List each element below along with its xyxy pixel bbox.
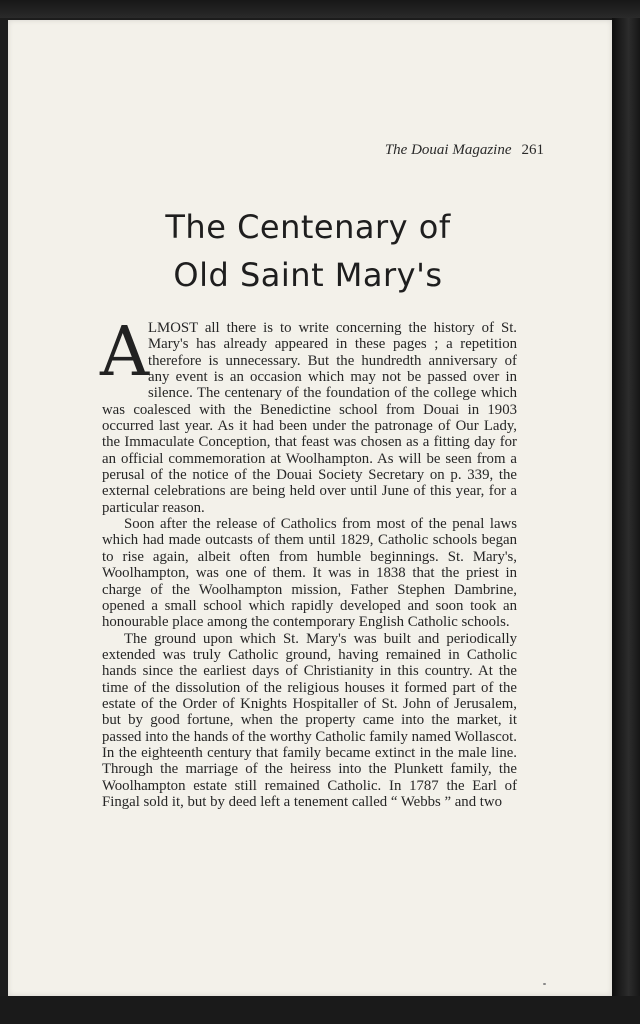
magazine-name: The Douai Magazine — [384, 142, 512, 158]
paragraph-3: The ground upon which St. Mary's was built and periodically extended was truly Catholic ground, having remained in Catholic hands since the earliest days of Christianity in this country. At the time of the dissolution of the religious houses it formed part of the estate of the Order of Knights Hospitaller of St. John of Jerusalem, but by good fortune, when the property came into the market, it passed into the hands of the worthy Catholic family named Wollascot. In the eighteenth century that family became extinct in the male line. Through the marriage of the heiress into the Plunkett family, the Woolhampton estate still remained Catholic. In 1787 the Earl of Fingal sold it, but by deed left a tenement called “ Webbs ” and two — [102, 630, 517, 810]
article-body — [100, 313, 517, 810]
paper-speck — [543, 983, 546, 985]
book-spine-edge — [612, 18, 640, 1008]
running-head — [385, 142, 544, 159]
article-title-line-2: Old Saint Mary's — [173, 256, 443, 294]
book-top-edge — [0, 0, 640, 18]
paragraph-1 — [100, 313, 517, 516]
article-title — [102, 203, 514, 299]
article-title-line-1: The Centenary of — [165, 208, 451, 246]
drop-cap: A — [100, 313, 150, 392]
page-number: 261 — [521, 142, 544, 158]
book-bottom-edge — [0, 996, 640, 1024]
paragraph-2: Soon after the release of Catholics from most of the penal laws which had made outcasts of them until 1829, Catholic schools began to rise again, albeit often from humble beginnings. St. Mary's, Woolhampton, was one of them. It was in 1838 that the priest in charge of the Woolhampton mission, Father Stephen Dambrine, opened a small school which rapidly developed and soon took an honourable place among the contemporary English Catholic schools. — [102, 516, 517, 631]
paragraph-1-text: LMOST all there is to write concerning the history of St. Mary's has already appeared in these pages ; a repetition therefore is unnecessary. But the hundredth anniversary of any event is an occasion which may not be passed over in silence. The centenary of the foundation of the college which was coalesced with the Benedictine school from Douai in 1903 occurred last year. As it had been under the patronage of Our Lady, the Immaculate Conception, that feast was chosen as a fitting day for an official commemoration at Woolhampton. As will be seen from a perusal of the notice of the Douai Society Secretary on p. 339, the external celebrations are being held over until June of this year, for a particular reason. — [102, 320, 517, 516]
